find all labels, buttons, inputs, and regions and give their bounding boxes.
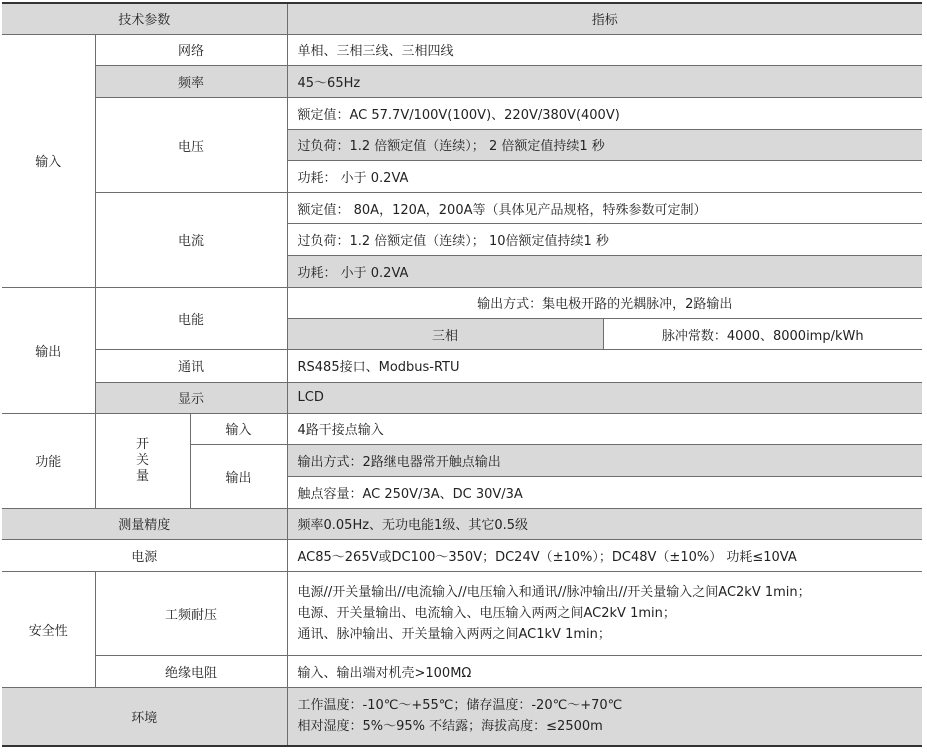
- spec-table: [2, 2, 922, 747]
- environment-line-2: 相对湿度：5%～95% 不结露；海拔高度：≤2500m: [297, 719, 603, 735]
- withstand-line-1: 电源//开关量输出//电流输入//电压输入和通讯//脉冲输出//开关量输入之间AC2kV 1min；: [297, 584, 811, 600]
- current-overload: 过负荷：1.2 倍额定值（连续）； 10倍额定值持续1 秒: [287, 224, 922, 255]
- safety-label: 安全性: [2, 572, 95, 688]
- row-insulation: [2, 655, 922, 687]
- switch-label: [95, 413, 190, 508]
- row-voltage-rated: [2, 98, 922, 129]
- sw-output-capacity: 触点容量：AC 250V/3A、DC 30V/3A: [287, 477, 922, 508]
- row-network: [2, 34, 922, 65]
- power-supply-label: 电源: [2, 539, 287, 571]
- output-label: 输出: [2, 287, 95, 413]
- frequency-label: 频率: [95, 66, 287, 98]
- current-label: 电流: [95, 193, 287, 288]
- voltage-label: 电压: [95, 98, 287, 193]
- current-power: 功耗： 小于 0.2VA: [287, 255, 922, 287]
- display-value: LCD: [287, 382, 922, 413]
- header-row: [2, 3, 922, 34]
- row-switch-input: [2, 413, 922, 444]
- energy-pulse: 脉冲常数：4000、8000imp/kWh: [603, 319, 922, 350]
- header-spec: 指标: [287, 3, 922, 34]
- sw-output-label: 输出: [190, 445, 287, 509]
- display-label: 显示: [95, 382, 287, 413]
- switch-char-3: 量: [135, 468, 149, 484]
- environment-label: 环境: [2, 687, 287, 746]
- input-label: 输入: [2, 34, 95, 287]
- row-environment: [2, 687, 922, 746]
- voltage-rated: 额定值：AC 57.7V/100V(100V)、220V/380V(400V): [287, 98, 922, 129]
- voltage-power: 功耗： 小于 0.2VA: [287, 160, 922, 192]
- row-frequency: [2, 66, 922, 98]
- network-value: 单相、三相三线、三相四线: [287, 34, 922, 65]
- withstand-label: 工频耐压: [95, 572, 287, 656]
- voltage-overload: 过负荷：1.2 倍额定值（连续）； 2 倍额定值持续1 秒: [287, 129, 922, 160]
- environment-value: [287, 687, 922, 746]
- switch-char-2: 关: [135, 452, 149, 468]
- current-rated: 额定值： 80A，120A，200A等（具体见产品规格，特殊参数可定制）: [287, 193, 922, 224]
- row-energy-method: [2, 287, 922, 318]
- sw-input-value: 4路干接点输入: [287, 413, 922, 444]
- accuracy-value: 频率0.05Hz、无功电能1级、其它0.5级: [287, 508, 922, 539]
- energy-method: 输出方式：集电极开路的光耦脉冲，2路输出: [287, 287, 922, 318]
- energy-phase: 三相: [287, 319, 603, 350]
- withstand-line-3: 通讯、脉冲输出、开关量输入两两之间AC1kV 1min；: [297, 626, 611, 642]
- environment-line-1: 工作温度：-10℃～+55℃；储存温度：-20℃～+70℃: [297, 698, 623, 714]
- comm-label: 通讯: [95, 350, 287, 382]
- row-accuracy: [2, 508, 922, 539]
- accuracy-label: 测量精度: [2, 508, 287, 539]
- row-comm: [2, 350, 922, 382]
- insulation-label: 绝缘电阻: [95, 655, 287, 687]
- insulation-value: 输入、输出端对机壳>100MΩ: [287, 655, 922, 687]
- row-withstand: [2, 572, 922, 656]
- withstand-line-2: 电源、开关量输出、电流输入、电压输入两两之间AC2kV 1min；: [297, 605, 676, 621]
- header-param: 技术参数: [2, 3, 287, 34]
- sw-output-method: 输出方式：2路继电器常开触点输出: [287, 445, 922, 477]
- row-display: [2, 382, 922, 413]
- comm-value: RS485接口、Modbus-RTU: [287, 350, 922, 382]
- power-supply-value: AC85～265V或DC100～350V；DC24V（±10%）；DC48V（±10%） 功耗≤10VA: [287, 539, 922, 571]
- row-power-supply: [2, 539, 922, 571]
- sw-input-label: 输入: [190, 413, 287, 444]
- function-label: 功能: [2, 413, 95, 508]
- switch-char-1: 开: [135, 436, 149, 452]
- frequency-value: 45～65Hz: [287, 66, 922, 98]
- energy-label: 电能: [95, 287, 287, 350]
- withstand-value: [287, 572, 922, 656]
- network-label: 网络: [95, 34, 287, 65]
- row-current-rated: [2, 193, 922, 224]
